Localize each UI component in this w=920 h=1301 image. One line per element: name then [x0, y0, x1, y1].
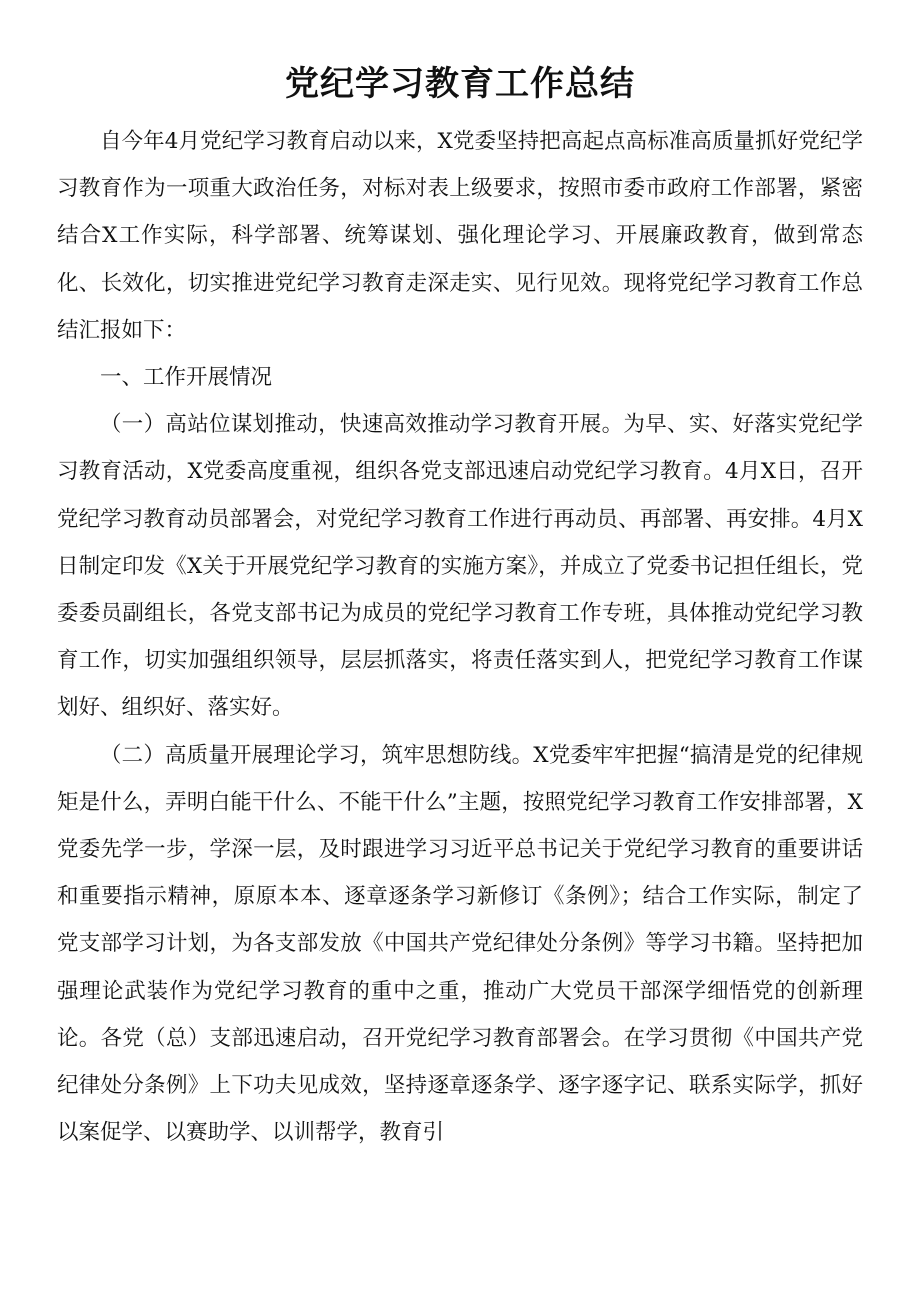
document-body: [57, 118, 863, 1156]
subsection-paragraph-1: （一）高站位谋划推动，快速高效推动学习教育开展。为早、实、好落实党纪学习教育活动，X党委高度重视，组织各党支部迅速启动党纪学习教育。4月X日，召开党纪学习教育动员部署会，对党纪学习教育工作进行再动员、再部署、再安排。4月X日制定印发《X关于开展党纪学习教育的实施方案》，并成立了党委书记担任组长，党委委员副组长，各党支部书记为成员的党纪学习教育工作专班，具体推动党纪学习教育工作，切实加强组织领导，层层抓落实，将责任落实到人，把党纪学习教育工作谋划好、组织好、落实好。: [57, 412, 863, 721]
intro-paragraph: 自今年4月党纪学习教育启动以来，X党委坚持把高起点高标准高质量抓好党纪学习教育作为一项重大政治任务，对标对表上级要求，按照市委市政府工作部署，紧密结合X工作实际，科学部署、统筹谋划、强化理论学习、开展廉政教育，做到常态化、长效化，切实推进党纪学习教育走深走实、见行见效。现将党纪学习教育工作总结汇报如下：: [57, 129, 863, 343]
section-heading: 一、工作开展情况: [100, 365, 273, 391]
subsection-paragraph-2: （二）高质量开展理论学习，筑牢思想防线。X党委牢牢把握“搞清是党的纪律规矩是什么，弄明白能干什么、不能干什么”主题，按照党纪学习教育工作安排部署，X党委先学一步，学深一层，及时跟进学习习近平总书记关于党纪学习教育的重要讲话和重要指示精神，原原本本、逐章逐条学习新修订《条例》；结合工作实际，制定了党支部学习计划，为各支部发放《中国共产党纪律处分条例》等学习书籍。坚持把加强理论武装作为党纪学习教育的重中之重，推动广大党员干部深学细悟党的创新理论。各党（总）支部迅速启动，召开党纪学习教育部署会。在学习贯彻《中国共产党纪律处分条例》上下功夫见成效，坚持逐章逐条学、逐字逐字记、联系实际学，抓好以案促学、以赛助学、以训帮学，教育引: [57, 742, 863, 1146]
document-title: 党纪学习教育工作总结: [285, 64, 635, 104]
